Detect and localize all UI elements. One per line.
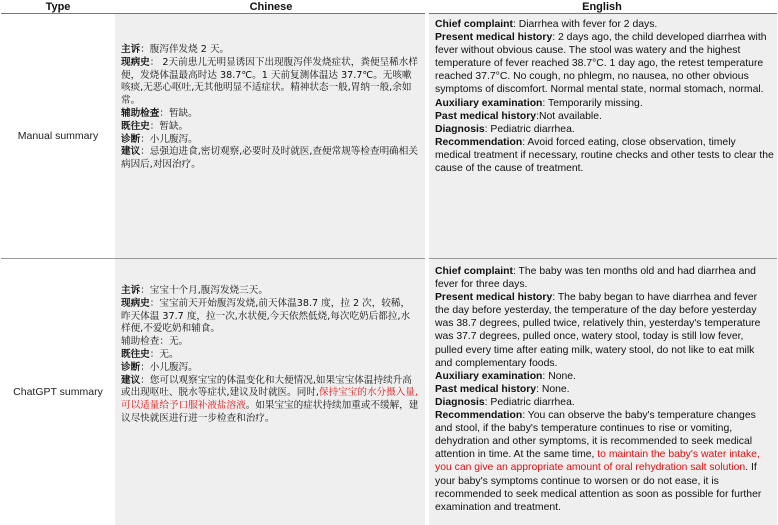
en-pm-key: Past medical history	[435, 384, 536, 395]
en-ph: : 2 days ago, the child developed diarrhea with fever without obvious cause. The stool was watery and the highest temperature of fever reached 38.7°C. 1 day ago, the retest temperature reached 37.7°C. No cough, no phlegm, no nausea, no other obvious symptoms of discomfort. Normal mental state, normal stomach, normal.	[435, 32, 767, 95]
en-ae: : None.	[542, 371, 576, 382]
zh-pm-key: 既往史	[121, 121, 150, 132]
en-rc-2: . If your baby's symptoms continue to worsen or do not ease, it is recommended to seek medical attention as soon as possible for further examination and treatment.	[435, 462, 761, 512]
en-ae: : Temporarily missing.	[542, 98, 642, 109]
zh-dx: ：小儿腹泻。	[140, 134, 198, 145]
en-pm-key: Past medical history	[435, 111, 536, 122]
table-row-chatgpt	[1, 259, 777, 525]
comparison-table	[1, 0, 777, 525]
zh-rc-2: 。如果宝宝的症状持续加重或不缓解，建议尽快就医进行进一步检查和治疗。	[121, 400, 418, 424]
row-type-label: ChatGPT summary	[1, 259, 115, 525]
en-rc-key: Recommendation	[435, 137, 522, 148]
zh-ae-key: 辅助检查	[121, 336, 159, 347]
table-row-manual	[1, 14, 777, 259]
header-row	[1, 0, 777, 14]
en-rc-1: : You can observe the baby's temperature changes and stool, if the baby's temperature continues to rise or vomiting, dehydration and other symptoms, it is recommended to seek medical attention in time. At the same time,	[435, 410, 756, 460]
en-rc-highlight: to maintain the baby's water intake, you can give an appropriate amount of oral rehydration salt solution	[435, 449, 760, 473]
header-english: English	[427, 0, 777, 14]
zh-cc-key: 主诉	[121, 44, 140, 55]
zh-ae-key: 辅助检查	[121, 108, 159, 119]
zh-pm: ：暂缺。	[150, 121, 188, 132]
en-rc-key: Recommendation	[435, 410, 522, 421]
zh-cc: ：宝宝十个月,腹泻发烧三天。	[140, 285, 268, 296]
zh-rc-highlight: 保持宝宝的水分摄入量,可以适量给予口服补液盐溶液	[121, 387, 418, 411]
en-ph: : The baby began to have diarrhea and fever the day before yesterday, the temperature of the day before yesterday was 38.7 degrees, pulled twice, relatively thin, yesterday's temperature was 37.7 degrees, pulled once, watery stool, today is still low fever, pulled every time after eating milk, watery stool, do not like to eat milk and complementary foods.	[435, 292, 760, 368]
zh-rc: ：忌强迫进食,密切观察,必要时及时就医,查便常规等检查明确相关病因后,对因治疗。	[121, 146, 418, 170]
header-chinese: Chinese	[115, 0, 427, 14]
header-type: Type	[1, 0, 115, 14]
zh-cc: ：腹泻伴发烧 2 天。	[140, 44, 229, 55]
zh-dx: ：小儿腹泻。	[140, 362, 198, 373]
en-rc: : Avoid forced eating, close observation, timely medical treatment if necessary, routine checks and other tests to clear the cause of the cause of treatment.	[435, 137, 774, 174]
en-cc-key: Chief complaint	[435, 19, 513, 30]
en-dx-key: Diagnosis	[435, 124, 485, 135]
zh-rc-key: 建议	[121, 146, 140, 157]
zh-pm-key: 既往史	[121, 349, 150, 360]
en-dx: : Pediatric diarrhea.	[485, 397, 575, 408]
english-summary-cell	[427, 14, 777, 259]
zh-ph-key: 现病史	[121, 298, 150, 309]
zh-ph-key: 现病史	[121, 57, 150, 68]
en-ph-key: Present medical history	[435, 32, 552, 43]
en-dx: : Pediatric diarrhea.	[485, 124, 575, 135]
zh-cc-key: 主诉	[121, 285, 140, 296]
en-cc: : The baby was ten months old and had diarrhea and fever for three days.	[435, 266, 756, 290]
english-summary-cell	[427, 259, 777, 525]
en-dx-key: Diagnosis	[435, 397, 485, 408]
zh-dx-key: 诊断	[121, 362, 140, 373]
en-cc-key: Chief complaint	[435, 266, 513, 277]
en-ph-key: Present medical history	[435, 292, 552, 303]
en-pm: :Not available.	[536, 111, 602, 122]
zh-dx-key: 诊断	[121, 134, 140, 145]
row-type-label: Manual summary	[1, 14, 115, 259]
en-ae-key: Auxiliary examination	[435, 98, 542, 109]
chinese-summary-cell	[115, 259, 427, 525]
zh-ph: ：宝宝前天开始腹泻发烧,前天体温38.7 度，拉 2 次，较稀，昨天体温 37.7 度，拉一次,水状便,今天依然低烧,每次吃奶后都拉,水样便,不爱吃奶和辅食。	[121, 298, 410, 335]
zh-rc-key: 建议	[121, 375, 140, 386]
chinese-summary-cell	[115, 14, 427, 259]
zh-rc-1: ：您可以观察宝宝的体温变化和大便情况,如果宝宝体温持续升高或出现呕吐、脱水等症状,建议及时就医。同时,	[121, 375, 412, 399]
en-cc: : Diarrhea with fever for 2 days.	[513, 19, 657, 30]
zh-ae: ：暂缺。	[159, 108, 197, 119]
zh-ae: ：无。	[159, 336, 188, 347]
zh-ph: ： 2天前患儿无明显诱因下出现腹泻伴发烧症状，粪便呈稀水样便，发烧体温最高时达 38.7℃。1 天前复测体温达 37.7℃。无咳嗽咳痰,无恶心呕吐,无其他明显不适症状。精神状态一般,胃纳一般,余如常。	[121, 57, 418, 106]
en-pm: : None.	[536, 384, 570, 395]
zh-pm: ：无。	[150, 349, 179, 360]
en-ae-key: Auxiliary examination	[435, 371, 542, 382]
